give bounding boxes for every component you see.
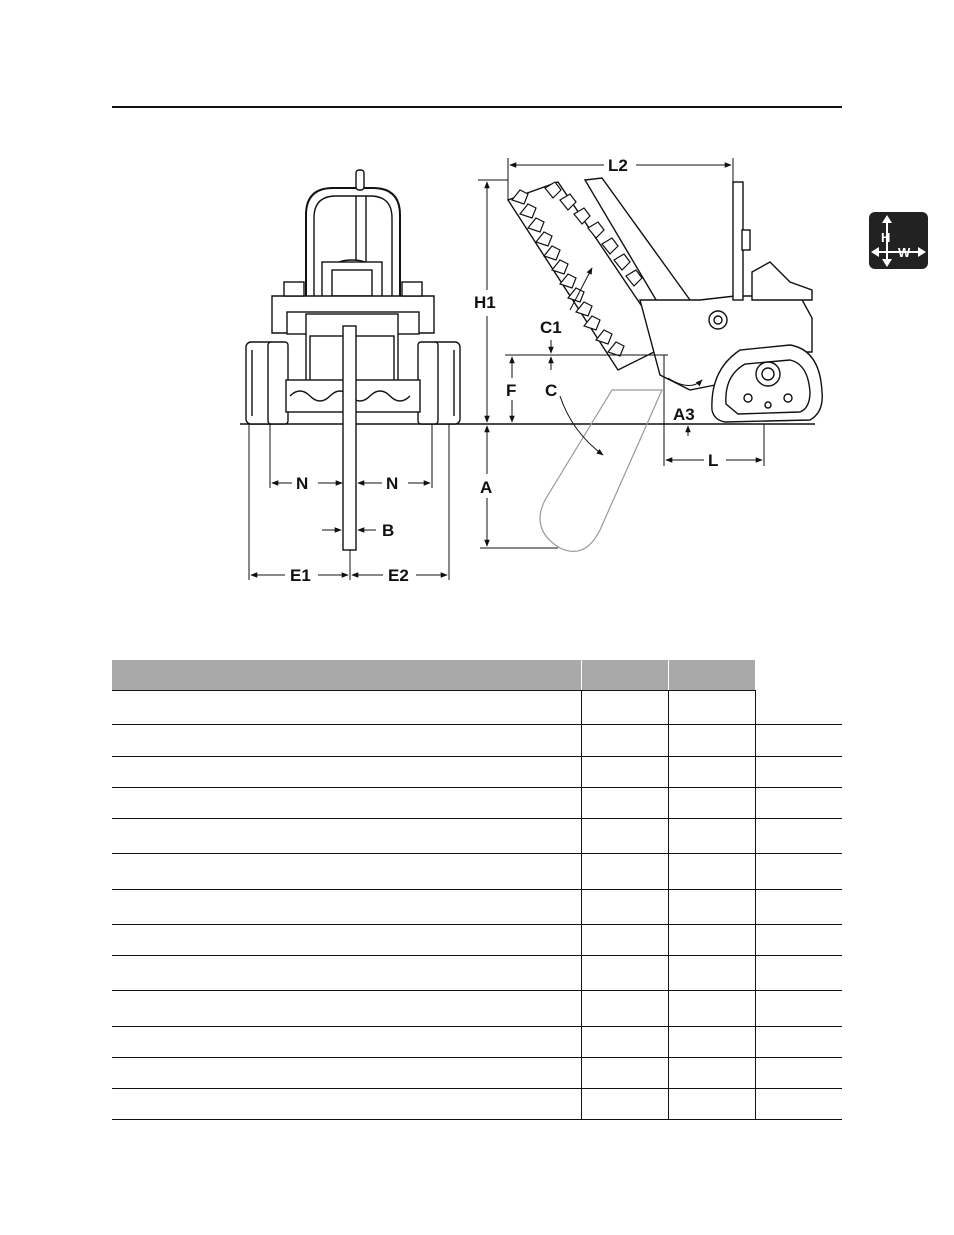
side-view-machine	[508, 178, 822, 551]
table-row	[112, 1058, 842, 1089]
row-value-2	[755, 1027, 842, 1058]
table-header-row	[112, 660, 842, 691]
row-value-2	[755, 691, 842, 725]
row-value-1	[668, 890, 755, 925]
row-code	[112, 890, 581, 925]
height-label: H	[881, 230, 891, 245]
dim-label-f: F	[506, 381, 517, 400]
row-value-2	[755, 991, 842, 1027]
row-code	[112, 1058, 581, 1089]
row-description	[581, 819, 668, 854]
table-row	[112, 854, 842, 890]
table-row	[112, 691, 842, 725]
row-value-1	[668, 991, 755, 1027]
table-row	[112, 1027, 842, 1058]
row-code	[112, 1089, 581, 1120]
table-row	[112, 1089, 842, 1120]
row-value-2	[755, 956, 842, 991]
row-description	[581, 691, 668, 725]
dim-label-c: C	[545, 381, 558, 400]
dim-label-c1: C1	[540, 318, 562, 337]
dim-label-e2: E2	[388, 566, 409, 585]
row-value-1	[668, 757, 755, 788]
row-description	[581, 725, 668, 757]
dim-label-a3: A3	[673, 405, 695, 424]
row-description	[581, 1089, 668, 1120]
row-code	[112, 788, 581, 819]
dim-label-b: B	[382, 521, 395, 540]
dim-label-h1: H1	[474, 293, 496, 312]
row-description	[581, 925, 668, 956]
row-code	[112, 854, 581, 890]
front-view-machine	[246, 170, 460, 550]
table-row	[112, 725, 842, 757]
row-value-1	[668, 854, 755, 890]
row-value-2	[755, 890, 842, 925]
table-row	[112, 925, 842, 956]
row-code	[112, 691, 581, 725]
table-row	[112, 890, 842, 925]
row-code	[112, 757, 581, 788]
row-value-1	[668, 956, 755, 991]
row-value-2	[755, 1058, 842, 1089]
row-code	[112, 819, 581, 854]
dim-label-e1: E1	[290, 566, 311, 585]
specifications-table	[112, 660, 842, 1120]
dim-label-a: A	[480, 478, 493, 497]
row-value-1	[668, 725, 755, 757]
row-value-2	[755, 854, 842, 890]
row-value-1	[668, 1089, 755, 1120]
row-value-1	[668, 1058, 755, 1089]
row-value-1	[668, 819, 755, 854]
width-label: W	[898, 245, 911, 260]
row-value-2	[755, 788, 842, 819]
row-value-2	[755, 925, 842, 956]
row-description	[581, 1027, 668, 1058]
table-row	[112, 788, 842, 819]
row-value-1	[668, 788, 755, 819]
table-header-value-2	[668, 660, 755, 691]
dim-label-l2: L2	[608, 156, 628, 175]
row-value-1	[668, 925, 755, 956]
table-row	[112, 819, 842, 854]
row-value-2	[755, 819, 842, 854]
row-description	[581, 890, 668, 925]
row-description	[581, 854, 668, 890]
row-value-2	[755, 757, 842, 788]
dim-label-n-right: N	[386, 474, 399, 493]
table-header-value-1	[581, 660, 668, 691]
row-value-1	[668, 691, 755, 725]
row-code	[112, 991, 581, 1027]
row-description	[581, 757, 668, 788]
table-row	[112, 956, 842, 991]
row-description	[581, 788, 668, 819]
row-code	[112, 925, 581, 956]
row-code	[112, 956, 581, 991]
row-description	[581, 991, 668, 1027]
row-code	[112, 1027, 581, 1058]
row-value-2	[755, 725, 842, 757]
dim-label-l: L	[708, 451, 719, 470]
row-description	[581, 956, 668, 991]
dim-label-n-left: N	[296, 474, 309, 493]
table-row	[112, 991, 842, 1027]
table-row	[112, 757, 842, 788]
row-value-2	[755, 1089, 842, 1120]
row-code	[112, 725, 581, 757]
row-description	[581, 1058, 668, 1089]
table-header-description	[112, 660, 581, 691]
row-value-1	[668, 1027, 755, 1058]
